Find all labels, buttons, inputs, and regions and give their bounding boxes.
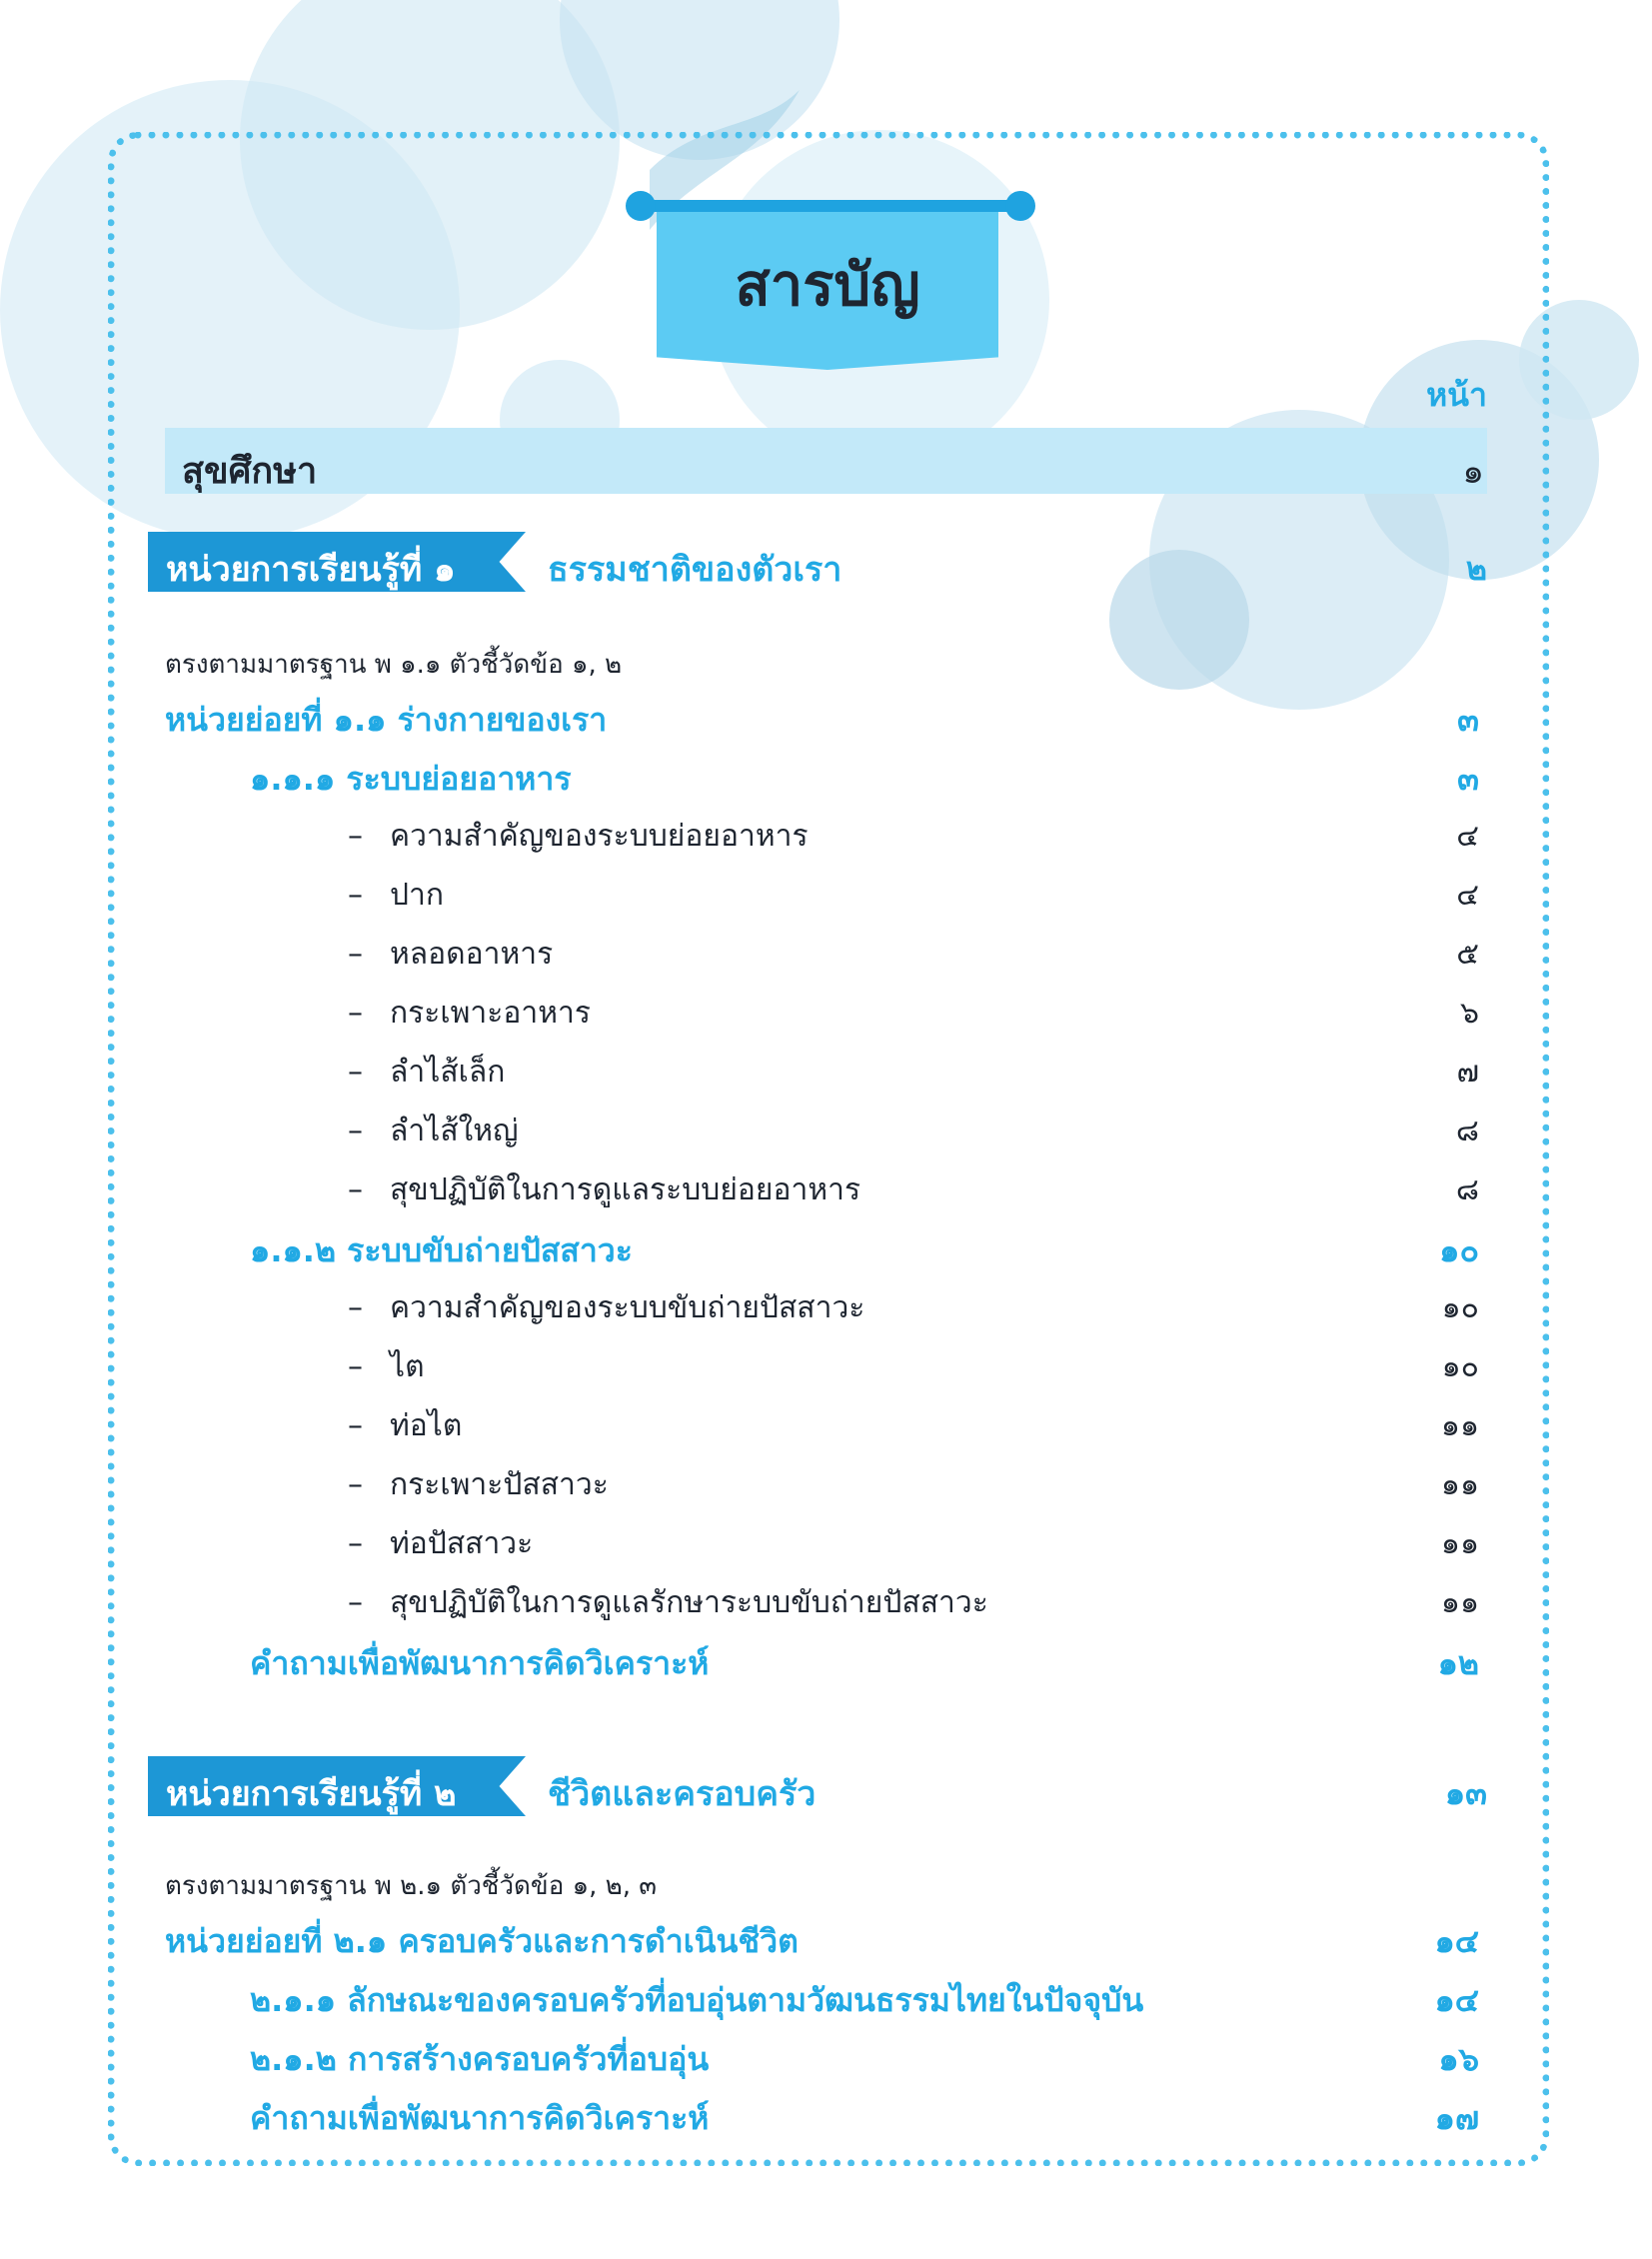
unit-page-number: ๒ bbox=[1465, 550, 1487, 588]
dash-bullet: – bbox=[348, 878, 363, 913]
toc-label: สุขปฏิบัติในการดูแลรักษาระบบขับถ่ายปัสสาวะ bbox=[390, 1585, 988, 1620]
dash-bullet: – bbox=[348, 1349, 363, 1384]
toc-page: ๕ bbox=[1456, 937, 1479, 972]
toc-page: ๑๐ bbox=[1441, 1290, 1479, 1325]
toc-item[interactable] bbox=[0, 1461, 1479, 1511]
unit-1-standard: ตรงตามมาตรฐาน พ ๑.๑ ตัวชี้วัดข้อ ๑, ๒ bbox=[165, 650, 623, 680]
toc-label: หลอดอาหาร bbox=[390, 937, 554, 972]
toc-subunit-2-1[interactable] bbox=[0, 1916, 1479, 1966]
toc-page: ๖ bbox=[1459, 996, 1479, 1031]
dash-bullet: – bbox=[348, 1114, 363, 1148]
toc-page: ๑๑ bbox=[1440, 1408, 1479, 1443]
toc-label: ท่อไต bbox=[390, 1408, 463, 1443]
toc-label: ลำไส้ใหญ่ bbox=[390, 1114, 519, 1148]
toc-page: ๔ bbox=[1456, 819, 1479, 854]
toc-questions-unit-1[interactable] bbox=[0, 1638, 1479, 1688]
section-bar bbox=[165, 428, 1487, 494]
toc-item[interactable] bbox=[0, 931, 1479, 981]
unit-2-header[interactable] bbox=[148, 1756, 1487, 1816]
toc-page: ๔ bbox=[1456, 878, 1479, 913]
toc-page: ๑๑ bbox=[1440, 1526, 1479, 1561]
unit-tag-label: หน่วยการเรียนรู้ที่ ๒ bbox=[166, 1774, 457, 1814]
unit-page-number: ๑๓ bbox=[1444, 1774, 1487, 1812]
toc-page: ๑๐ bbox=[1439, 1231, 1479, 1269]
unit-1-header[interactable] bbox=[148, 532, 1487, 592]
toc-page: ๓ bbox=[1457, 760, 1479, 798]
toc-label: ความสำคัญของระบบย่อยอาหาร bbox=[390, 819, 809, 854]
dash-bullet: – bbox=[348, 1526, 363, 1561]
toc-page: ๗ bbox=[1456, 1055, 1479, 1090]
dash-bullet: – bbox=[348, 1055, 363, 1090]
toc-page: ๑๔ bbox=[1434, 1981, 1479, 2019]
toc-page: ๑๐ bbox=[1441, 1349, 1479, 1384]
toc-subunit-1-1[interactable] bbox=[0, 695, 1479, 745]
dash-bullet: – bbox=[348, 937, 363, 972]
toc-page: ๑๑ bbox=[1440, 1467, 1479, 1502]
dash-bullet: – bbox=[348, 996, 363, 1031]
toc-label: ๑.๑.๑ ระบบย่อยอาหาร bbox=[250, 760, 572, 798]
toc-item[interactable] bbox=[0, 1284, 1479, 1334]
toc-label: ความสำคัญของระบบขับถ่ายปัสสาวะ bbox=[390, 1290, 865, 1325]
toc-label: ๒.๑.๑ ลักษณะของครอบครัวที่อบอุ่นตามวัฒนธรรมไทยในปัจจุบัน bbox=[250, 1981, 1144, 2019]
toc-item[interactable] bbox=[0, 1049, 1479, 1099]
unit-2-standard: ตรงตามมาตรฐาน พ ๒.๑ ตัวชี้วัดข้อ ๑, ๒, ๓ bbox=[165, 1871, 658, 1901]
dash-bullet: – bbox=[348, 1585, 363, 1620]
toc-label: ๒.๑.๒ การสร้างครอบครัวที่อบอุ่น bbox=[250, 2040, 710, 2078]
toc-label: หน่วยย่อยที่ ๒.๑ ครอบครัวและการดำเนินชีวิต bbox=[165, 1922, 799, 1960]
toc-label: คำถามเพื่อพัฒนาการคิดวิเคราะห์ bbox=[250, 2099, 710, 2137]
toc-page: ๑๗ bbox=[1434, 2099, 1479, 2137]
toc-label: คำถามเพื่อพัฒนาการคิดวิเคราะห์ bbox=[250, 1644, 710, 1682]
toc-item[interactable] bbox=[0, 1520, 1479, 1570]
section-title[interactable]: สุขศึกษา bbox=[182, 451, 318, 492]
toc-label: ปาก bbox=[390, 878, 445, 913]
toc-item[interactable] bbox=[0, 1402, 1479, 1452]
dash-bullet: – bbox=[348, 1290, 363, 1325]
toc-topic-2-1-1[interactable] bbox=[0, 1975, 1479, 2025]
toc-label: สุขปฏิบัติในการดูแลระบบย่อยอาหาร bbox=[390, 1172, 861, 1207]
toc-item[interactable] bbox=[0, 1166, 1479, 1216]
unit-title: ชีวิตและครอบครัว bbox=[548, 1774, 817, 1814]
toc-item[interactable] bbox=[0, 813, 1479, 863]
dash-bullet: – bbox=[348, 819, 363, 854]
toc-page: ๑๖ bbox=[1438, 2040, 1479, 2078]
toc-label: ๑.๑.๒ ระบบขับถ่ายปัสสาวะ bbox=[250, 1231, 633, 1269]
toc-page: ๓ bbox=[1457, 701, 1479, 739]
page-title: สารบัญ bbox=[735, 251, 920, 319]
toc-page: ๑๑ bbox=[1440, 1585, 1479, 1620]
unit-tag-label: หน่วยการเรียนรู้ที่ ๑ bbox=[166, 550, 456, 590]
toc-page: ๘ bbox=[1455, 1114, 1479, 1148]
toc-topic-1-1-2[interactable] bbox=[0, 1225, 1479, 1275]
toc-label: ไต bbox=[390, 1349, 425, 1384]
unit-title: ธรรมชาติของตัวเรา bbox=[548, 550, 842, 590]
toc-label: ท่อปัสสาวะ bbox=[390, 1526, 534, 1561]
toc-item[interactable] bbox=[0, 1108, 1479, 1157]
dash-bullet: – bbox=[348, 1408, 363, 1443]
toc-label: หน่วยย่อยที่ ๑.๑ ร่างกายของเรา bbox=[165, 701, 608, 739]
dash-bullet: – bbox=[348, 1172, 363, 1207]
toc-topic-2-1-2[interactable] bbox=[0, 2034, 1479, 2084]
toc-label: กระเพาะอาหาร bbox=[390, 996, 591, 1031]
page-column-label: หน้า bbox=[1426, 376, 1487, 414]
toc-topic-1-1-1[interactable] bbox=[0, 754, 1479, 804]
toc-label: ลำไส้เล็ก bbox=[390, 1055, 506, 1090]
toc-page: ๑๔ bbox=[1434, 1922, 1479, 1960]
toc-page: ๘ bbox=[1455, 1172, 1479, 1207]
toc-page: ๑๒ bbox=[1437, 1644, 1479, 1682]
toc-questions-unit-2[interactable] bbox=[0, 2093, 1479, 2143]
toc-item[interactable] bbox=[0, 1579, 1479, 1629]
toc-item[interactable] bbox=[0, 990, 1479, 1040]
toc-item[interactable] bbox=[0, 872, 1479, 922]
toc-item[interactable] bbox=[0, 1343, 1479, 1393]
section-page-number: ๑ bbox=[1462, 452, 1484, 492]
toc-label: กระเพาะปัสสาวะ bbox=[390, 1467, 609, 1502]
title-banner-rod bbox=[636, 200, 1025, 212]
dash-bullet: – bbox=[348, 1467, 363, 1502]
